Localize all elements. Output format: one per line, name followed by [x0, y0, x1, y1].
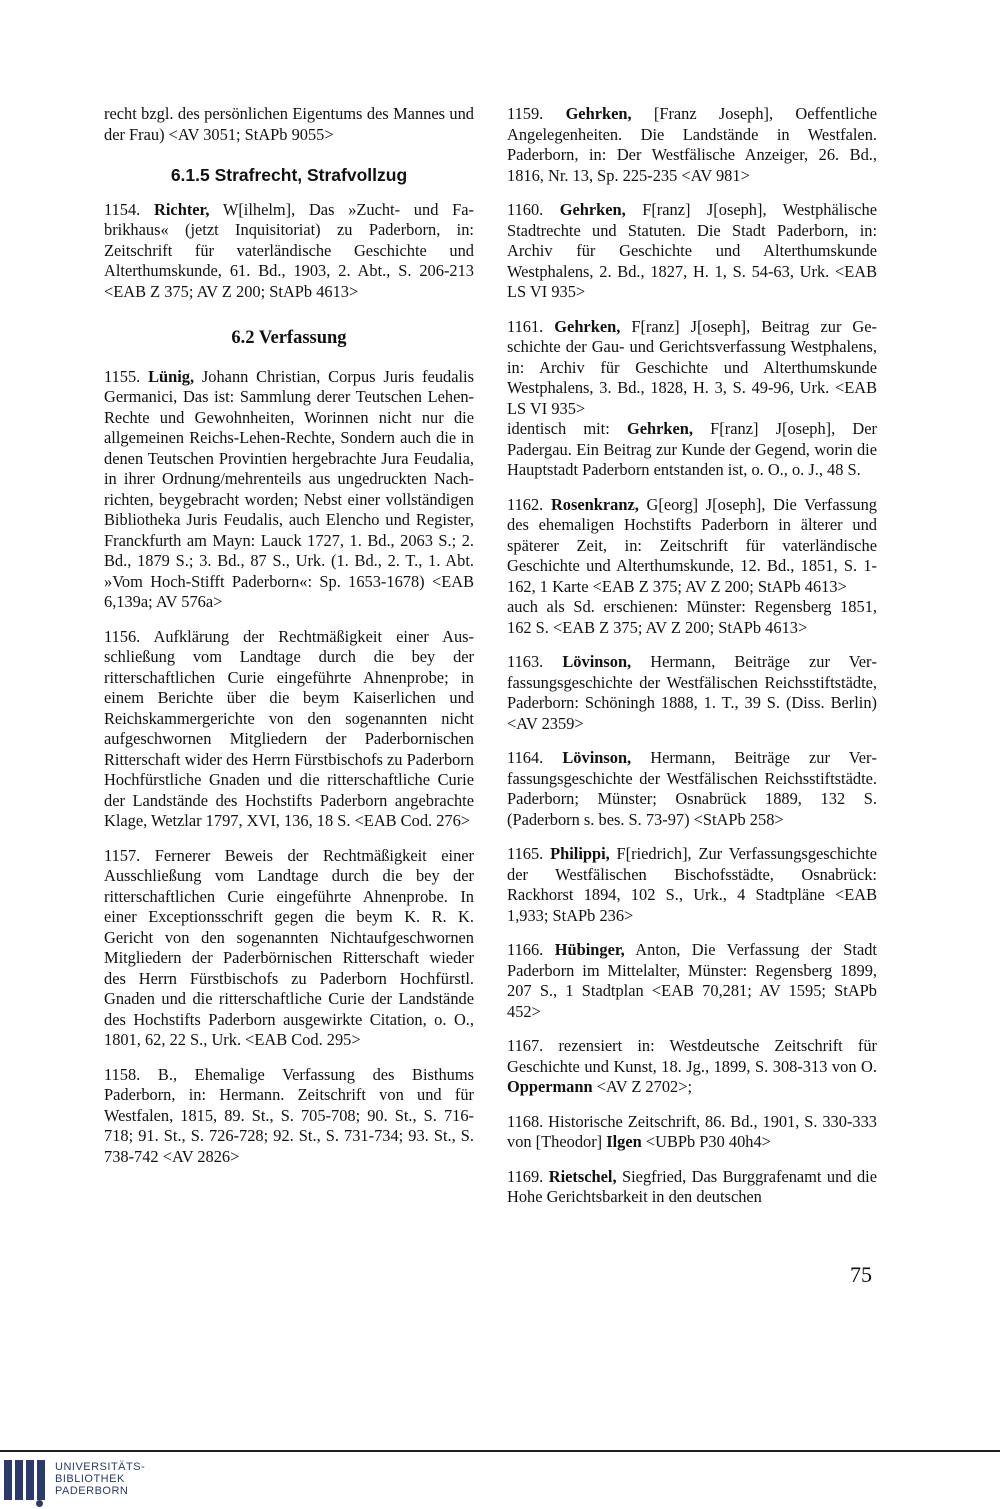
- entry-text: [Franz Joseph], Oeffentliche Angelegenheiten. Die Landstände in Westfalen. Paderborn, in: Der Westfälische Anzeiger, 26. Bd., 1816, Nr. 13, Sp. 225-235 <AV 981>: [507, 104, 877, 185]
- entry-number: 1167.: [507, 1036, 544, 1055]
- library-logo: [0, 1458, 150, 1509]
- entry-text: Fernerer Beweis der Rechtmäßigkeit einer Ausschließung vom Landtage durch die bey der ritterschaftlichen Curie eingeführte Ahnenprobe. In einer Exceptionsschrift gegen die beym K. R. K. Gericht von den sogenannten Nichtaufgeschwornen Mitgliedern der Paderbörnischen Ritterschaft wieder des Herrn Fürstbischofs zu Paderborn Hochfürstl. Gnaden und die ritterschaftliche Curie der Landstände des Hochstifts Paderborn ausgewirkte Citation, o. O., 1801, 62, 22 S., Urk. <EAB Cod. 295>: [104, 845, 474, 1049]
- entry-number: 1160.: [507, 200, 544, 219]
- footer-rule: [0, 1450, 1000, 1452]
- entry-1162: [507, 495, 877, 598]
- entry-1157: [104, 846, 474, 1051]
- entry-number: 1159.: [507, 104, 544, 123]
- entry-text: F[ranz] J[oseph], Westphälische Stadtrechte und Statuten. Die Stadt Paderborn, in: Archiv für Geschichte und Alterthumskunde Westphalens, 2. Bd., 1827, H. 1, S. 54-63, Urk. <EAB LS VI 935>: [507, 200, 877, 301]
- entry-author: Rosenkranz,: [550, 494, 639, 514]
- entry-author: Richter,: [154, 199, 210, 219]
- entry-number: 1169.: [507, 1166, 544, 1186]
- entry-author: Hübinger,: [554, 940, 625, 959]
- entry-1164: [507, 748, 877, 830]
- entry-author: Lünig,: [148, 366, 195, 386]
- entry-suffix: <UBPb P30 40h4>: [641, 1132, 771, 1151]
- entry-text: Hermann, Beiträge zur Verfassungsgeschichte der Westfälischen Reichsstiftstädte, Paderborn: Schöningh 1888, 1. T., 39 S. (Diss. Berlin) <AV 2359>: [507, 652, 877, 733]
- entry-text: F[riedrich], Zur Verfassungsgeschichte der Westfälischen Bischofsstädte, Osnabrück: Rackhorst 1894, 102 S., Urk., 4 Stadtpläne <EAB 1,933; StAPb 236>: [507, 844, 877, 925]
- entry-author: Lövinson,: [562, 748, 632, 767]
- entry-number: 1164.: [507, 748, 544, 767]
- entry-1162-continuation: [507, 597, 877, 638]
- entry-1154: [104, 200, 474, 303]
- entry-1161: [507, 317, 877, 420]
- entry-text: Siegfried, Das Burggrafenamt und die Hohe Gerichtsbarkeit in den deutschen: [507, 1166, 877, 1206]
- entry-author: Ilgen: [606, 1132, 642, 1151]
- entry-author: Gehrken,: [559, 200, 626, 219]
- entry-number: 1158.: [104, 1064, 141, 1084]
- entry-1168: [507, 1112, 877, 1153]
- entry-author: Rietschel,: [548, 1166, 617, 1186]
- entry-author: Philippi,: [550, 844, 610, 863]
- entry-1167: [507, 1036, 877, 1098]
- entry-text: rezensiert in: Westdeutsche Zeitschrift für Geschichte und Kunst, 18. Jg., 1899, S. 308-313 von O.: [507, 1036, 877, 1076]
- entry-text: Historische Zeitschrift, 86. Bd., 1901, S. 330-333 von [Theodor]: [507, 1111, 877, 1151]
- logo-line-3: PADERBORN: [55, 1485, 129, 1497]
- entry-1158: [104, 1065, 474, 1168]
- entry-text: B., Ehemalige Verfassung des Bisthums Paderborn, in: Hermann. Zeitschrift von und für Westfalen, 1815, 89. St., S. 705-708; 90. St., S. 716-718; 91. St., S. 726-728; 92. St., S. 731-734; 93. St., S. 738-742 <AV 2826>: [104, 1064, 474, 1166]
- entry-1169: [507, 1167, 877, 1208]
- entry-suffix: <AV Z 2702>;: [592, 1077, 693, 1096]
- entry-text: Aufklärung der Rechtmäßigkeit einer Ausschließung vom Landtage durch die bey der ritterschaftlichen Curie eingeführte Ahnenprobe; in einem Berichte über die beym Kaiserlichen und Reichskammergerichte von den sogenannten nicht aufgeschwornen Mitgliedern der Paderbornischen Ritterschaft wider des Herrn Fürstbischofs zu Paderborn Hochfürstliche Gnaden und die ritterschaftliche Curie der Landstände des Hochstifts Paderborn angebrachte Klage, Wetzlar 1797, XVI, 136, 18 S. <EAB Cod. 276>: [104, 626, 474, 830]
- entry-number: 1162.: [507, 494, 544, 514]
- entry-author: Gehrken,: [626, 419, 693, 438]
- left-column: [104, 104, 474, 1181]
- entry-author: Lövinson,: [562, 652, 632, 671]
- entry-1161-continuation: [507, 419, 877, 481]
- logo-line-1: UNIVERSITÄTS-: [55, 1461, 146, 1473]
- entry-number: 1155.: [104, 366, 141, 386]
- logo-dot-icon: [36, 1500, 43, 1507]
- entry-text: F[ranz] J[oseph], Beitrag zur Geschichte der Gau- und Gerichtsverfassung Westphalens, in: Archiv für Geschichte und Alterthumskunde Westphalens, 3. Bd., 1828, H. 3, S. 49-96, Urk. <EAB LS VI 935>: [507, 316, 877, 418]
- entry-author: Gehrken,: [565, 104, 632, 123]
- entry-text: auch als Sd. erschienen: Münster: Regensberg 1851, 162 S. <EAB Z 375; AV Z 200; StAPb 4613>: [507, 597, 877, 637]
- entry-number: 1163.: [507, 652, 544, 671]
- entry-1160: [507, 200, 877, 303]
- entry-text: Hermann, Beiträge zur Verfassungsgeschichte der Westfälischen Reichsstiftstädte. Paderborn; Münster; Osnabrück 1889, 132 S. (Paderborn s. bes. S. 73-97) <StAPb 258>: [507, 748, 877, 829]
- entry-1165: [507, 844, 877, 926]
- entry-text: Johann Christian, Corpus Juris feudalis Germanici, Das ist: Sammlung derer Teutschen Lehen-Rechte und Gewohnheiten, Worinnen nicht nur die allgemeinen Reichs-Lehen-Rechte, Sondern auch die in denen Teutschen Provintien hergebrachte Jura Feudalia, in ihrer Ordnung/mehrenteils aus ungedruckten Nachrichten, beygebracht worden; Nebst einer vollständigen Bibliotheka Juris Feudalis, auch Elencho und Register, Franckfurth am Mayn: Lauck 1727, 1. Bd., 2063 S.; 2. Bd., 1879 S.; 3. Bd., 87 S., Urk. (1. Bd., 2. T., 1. Abt. »Vom Hoch-Stifft Paderborn«: Sp. 1653-1678) <EAB 6,139a; AV 576a>: [104, 366, 474, 611]
- entry-number: 1166.: [507, 940, 544, 959]
- fragment-top: [104, 104, 474, 145]
- entry-number: 1165.: [507, 844, 544, 863]
- entry-author: Gehrken,: [554, 316, 621, 336]
- entry-text: F[ranz] J[oseph], Der Padergau. Ein Beitrag zur Kunde der Gegend, worin die Hauptstadt Paderborn entstanden ist, o. O., o. J., 48 S.: [507, 419, 877, 479]
- right-column: [507, 104, 877, 1222]
- entry-1159: [507, 104, 877, 186]
- entry-number: 1157.: [104, 845, 141, 865]
- entry-number: 1168.: [507, 1111, 544, 1131]
- entry-author: Oppermann: [507, 1077, 593, 1096]
- entry-1156: [104, 627, 474, 832]
- continuation-prefix: identisch mit:: [507, 419, 627, 438]
- entry-text: Anton, Die Verfassung der Stadt Paderborn im Mittelalter, Münster: Regensberg 1899, 207 S., 1 Stadtplan <EAB 70,281; AV 1595; StAPb 452>: [507, 940, 877, 1021]
- entry-1155: [104, 367, 474, 613]
- entry-number: 1161.: [507, 316, 544, 336]
- logo-text: [55, 1461, 145, 1497]
- entry-text: W[ilhelm], Das »Zucht- und Fabrikhaus« (jetzt Inquisitoriat) zu Paderborn, in: Zeitschrift für vaterländische Geschichte und Alterthumskunde, 61. Bd., 1903, 2. Abt., S. 206-213 <EAB Z 375; AV Z 200; StAPb 4613>: [104, 199, 474, 301]
- entry-1163: [507, 652, 877, 734]
- logo-line-2: BIBLIOTHEK: [55, 1473, 125, 1485]
- page-number: 75: [850, 1262, 872, 1287]
- entry-text: G[eorg] J[oseph], Die Verfassung des ehemaligen Hochstifts Paderborn in älterer und späterer Zeit, in: Zeitschrift für vaterländische Geschichte und Alterthumskunde, 12. Bd., 1851, S. 1-162, 1 Karte <EAB Z 375; AV Z 200; StAPb 4613>: [507, 494, 877, 596]
- entry-number: 1156.: [104, 626, 141, 646]
- section-heading-strafrecht: 6.1.5 Strafrecht, Strafvollzug: [170, 165, 408, 185]
- section-heading-verfassung: 6.2 Verfassung: [231, 328, 347, 348]
- fragment-text: recht bzgl. des persönlichen Eigentums des Mannes und der Frau) <AV 3051; StAPb 9055>: [104, 104, 474, 144]
- entry-1166: [507, 940, 877, 1022]
- entry-number: 1154.: [104, 199, 141, 219]
